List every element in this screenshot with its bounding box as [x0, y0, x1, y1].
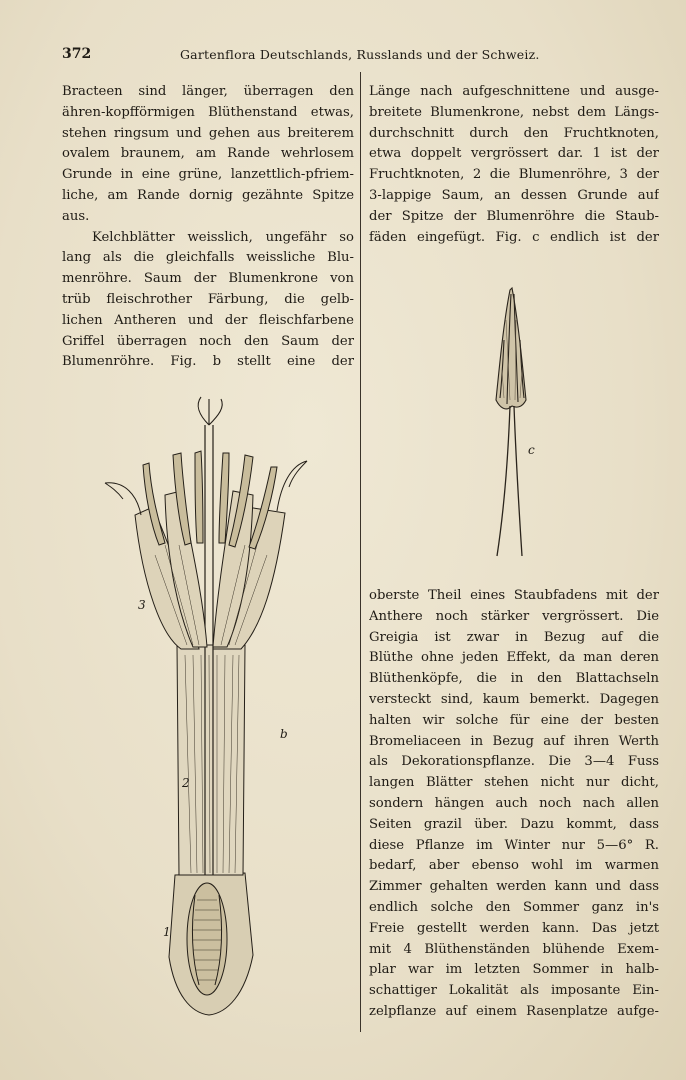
text-line: als Dekorationspflanze. Die 3—4 Fuss [369, 754, 659, 770]
text-line: oberste Theil eines Staubfadens mit der [369, 588, 659, 603]
text-line: aus. [62, 208, 90, 224]
left-column-text [62, 82, 354, 373]
figure-label-3: 3 [138, 598, 146, 612]
text-line: Länge nach aufgeschnittene und ausge- [369, 84, 659, 99]
figure-label-2: 2 [182, 776, 190, 790]
text-line: Bromeliaceen in Bezug auf ihren Werth [369, 733, 659, 749]
text-line: zelpflanze auf einem Rasenplatze aufge- [369, 1003, 659, 1019]
text-line: stehen ringsum und gehen aus breiterem [62, 125, 354, 141]
page-header [62, 46, 622, 70]
figure-label-c: c [528, 443, 535, 457]
text-line: Anthere noch stärker vergrössert. Die [369, 608, 659, 624]
text-line: bedarf, aber ebenso wohl im warmen [369, 858, 659, 874]
text-line: plar war im letzten Sommer in halb- [369, 962, 659, 978]
text-line: mit 4 Blüthenständen blühende Exem- [369, 941, 659, 957]
text-line: Bracteen sind länger, überragen den [62, 84, 354, 99]
text-line: endlich solche den Sommer ganz in's [369, 899, 659, 915]
text-line: Blumenröhre. Fig. b stellt eine der [62, 354, 354, 370]
figure-label-1: 1 [163, 925, 171, 939]
figure-c-stamen [470, 280, 560, 570]
text-line: lichen Antheren und der fleischfarbene [62, 312, 354, 328]
text-line: etwa doppelt vergrössert dar. 1 ist der [369, 146, 659, 162]
right-column-text-top [369, 82, 659, 248]
text-line: lang als die gleichfalls weissliche Blu- [62, 250, 354, 266]
text-line: Blüthenköpfe, die in den Blattachseln [369, 671, 659, 687]
text-line: ähren-kopfförmigen Blüthenstand etwas, [62, 104, 354, 120]
text-line: breitete Blumenkrone, nebst dem Längs- [369, 104, 659, 120]
text-line: sondern hängen auch noch nach allen [369, 795, 659, 811]
text-line: langen Blätter stehen nicht nur dicht, [369, 775, 659, 791]
text-line: halten wir solche für eine der besten [369, 712, 659, 728]
text-line: Griffel überragen noch den Saum der [62, 333, 354, 349]
text-line: menröhre. Saum der Blumenkrone von [62, 271, 354, 287]
right-column-text-bottom [369, 586, 659, 1023]
text-line: ovalem braunem, am Rande wehrlosem [62, 146, 354, 162]
text-line: 3-lappige Saum, an dessen Grunde auf [369, 187, 659, 203]
column-divider [360, 72, 361, 1032]
text-line: Fruchtknoten, 2 die Blumenröhre, 3 der [369, 167, 659, 183]
text-line: durchschnitt durch den Fruchtknoten, [369, 125, 659, 141]
text-line: diese Pflanze im Winter nur 5—6° R. [369, 837, 659, 853]
text-line: trüb fleischrother Färbung, die gelb- [62, 291, 354, 307]
text-line: Greigia ist zwar in Bezug auf die [369, 629, 659, 645]
figure-label-b: b [280, 727, 288, 741]
text-line: Kelchblätter weisslich, ungefähr so [92, 229, 354, 245]
text-line: Zimmer gehalten werden kann und dass [369, 879, 659, 895]
text-line: Freie gestellt werden kann. Das jetzt [369, 920, 659, 936]
text-line: Seiten grazil über. Dazu kommt, dass [369, 816, 659, 832]
running-title: Gartenflora Deutschlands, Russlands und der Schweiz. [180, 47, 540, 62]
text-line: Grunde in eine grüne, lanzettlich-pfriem- [62, 167, 354, 183]
text-line: liche, am Rande dornig gezähnte Spitze [62, 187, 354, 203]
figure-b-flower-dissection [95, 395, 325, 1025]
page-number: 372 [62, 46, 92, 62]
text-line: schattiger Lokalität als imposante Ein- [369, 983, 659, 999]
text-line: versteckt sind, kaum bemerkt. Dagegen [369, 691, 659, 707]
text-line: Blüthe ohne jeden Effekt, da man deren [369, 650, 659, 666]
text-line: fäden eingefügt. Fig. c endlich ist der [369, 229, 659, 245]
text-line: der Spitze der Blumenröhre die Staub- [369, 208, 659, 224]
